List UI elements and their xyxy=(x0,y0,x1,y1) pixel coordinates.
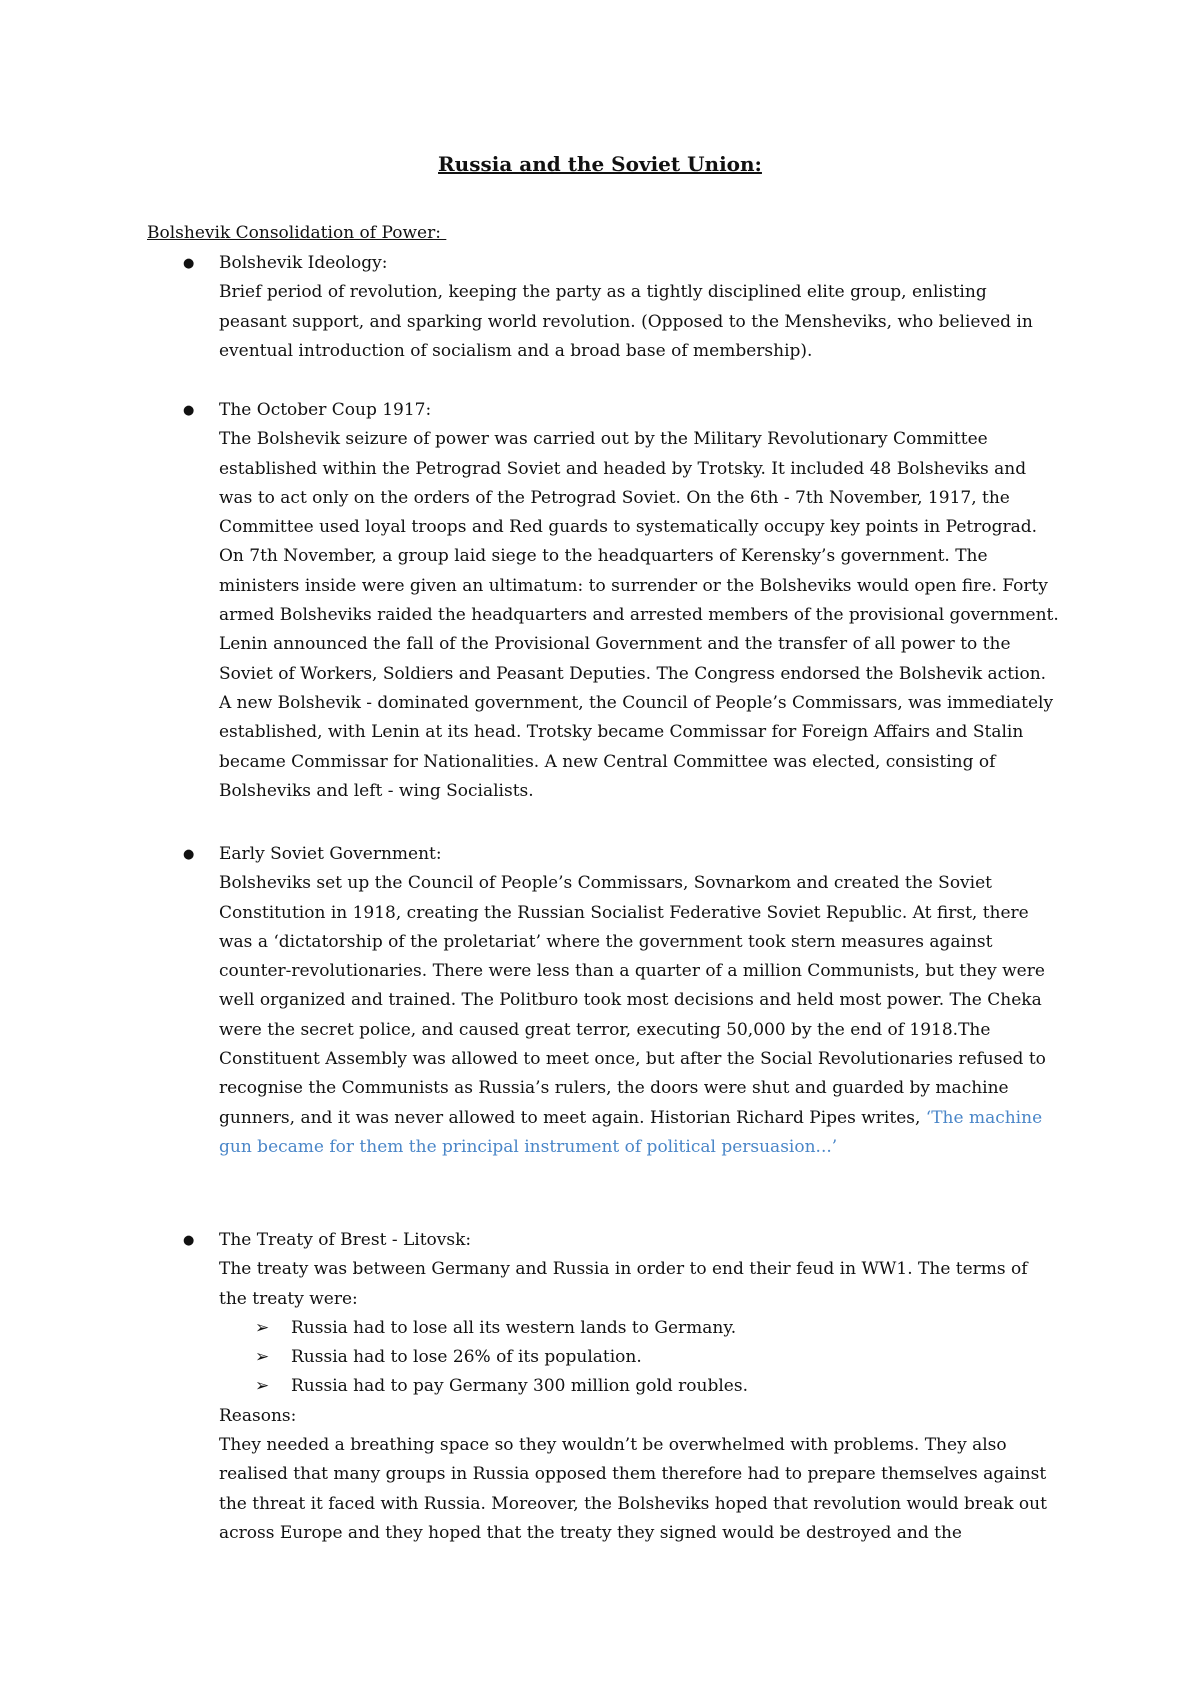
page-title: Russia and the Soviet Union: xyxy=(438,152,762,176)
bullet-icon: ● xyxy=(183,403,195,418)
section-title: Bolshevik Consolidation of Power: xyxy=(147,223,447,243)
item-text-body: Bolsheviks set up the Council of People’s Commissars, Sovnarkom and created the Soviet Constitution in 1918, creating the Russian Socialist Federative Soviet Republic. At first, there was a ‘dictatorship of the proletariat’ where the government took stern measures against counter-revolutionaries. There were less than a quarter of a million Communists, but they were well organized and trained. The Politburo took most decisions and held most power. The Cheka were the secret police, and caused great terror, executing 50,000 by the end of 1918.The Constituent Assembly was allowed to meet once, but after the Social Revolutionaries refused to recognise the Communists as Russia’s rulers, the doors were shut and guarded by machine gunners, and it was never allowed to meet again. Historian Richard Pipes writes, xyxy=(219,873,1046,1128)
treaty-term-text: Russia had to lose all its western lands to Germany. xyxy=(291,1317,737,1338)
treaty-term-text: Russia had to lose 26% of its population. xyxy=(291,1347,642,1368)
item-heading: The Treaty of Brest - Litovsk: xyxy=(219,1230,472,1250)
bullet-icon: ● xyxy=(183,256,195,271)
item-text: The Bolshevik seizure of power was carried out by the Military Revolutionary Committee established within the Petrograd Soviet and headed by Trotsky. It included 48 Bolsheviks and was to act only on the orders of the Petrograd Soviet. On the 6th - 7th November, 1917, the Committee used loyal troops and Red guards to systematically occupy key points in Petrograd. On 7th November, a group laid siege to the headquarters of Kerensky’s government. The ministers inside were given an ultimatum: to surrender or the Bolsheviks would open fire. Forty armed Bolsheviks raided the headquarters and arrested members of the provisional government. Lenin announced the fall of the Provisional Government and the transfer of all power to the Soviet of Workers, Soldiers and Peasant Deputies. The Congress endorsed the Bolshevik action. A new Bolshevik - dominated government, the Council of People’s Commissars, was immediately established, with Lenin at its head. Trotsky became Commissar for Foreign Affairs and Stalin became Commissar for Nationalities. A new Central Committee was elected, consisting of Bolsheviks and left - wing Socialists. xyxy=(219,429,1059,801)
item-text xyxy=(219,869,1059,1162)
treaty-term xyxy=(219,1372,1059,1401)
treaty-term xyxy=(219,1343,1059,1372)
arrow-bullet-icon: ➢ xyxy=(255,1317,270,1338)
item-heading: The October Coup 1917: xyxy=(219,400,432,420)
item-text: The treaty was between Germany and Russia in order to end their feud in WW1. The terms of the treaty were: xyxy=(219,1259,1028,1309)
item-text: Brief period of revolution, keeping the party as a tightly disciplined elite group, enlisting peasant support, and sparking world revolution. (Opposed to the Mensheviks, who believed in eventual introduction of socialism and a broad base of membership). xyxy=(219,282,1033,361)
list-item-content xyxy=(219,840,1059,1162)
item-heading: Bolshevik Ideology: xyxy=(219,253,388,273)
list-item-content xyxy=(219,1226,1059,1548)
list-item-content xyxy=(219,249,1059,366)
bullet-icon: ● xyxy=(183,1233,195,1248)
arrow-bullet-icon: ➢ xyxy=(255,1376,270,1397)
item-heading: Early Soviet Government: xyxy=(219,844,442,864)
list-item-content xyxy=(219,396,1059,806)
reasons-text: They needed a breathing space so they wouldn’t be overwhelmed with problems. They also realised that many groups in Russia opposed them therefore had to prepare themselves against the threat it faced with Russia. Moreover, the Bolsheviks hoped that revolution would break out across Europe and they hoped that the treaty they signed would be destroyed and the xyxy=(219,1435,1047,1543)
treaty-terms-list xyxy=(219,1314,1059,1402)
reasons-label: Reasons: xyxy=(219,1405,297,1426)
treaty-term xyxy=(219,1314,1059,1343)
treaty-term-text: Russia had to pay Germany 300 million gold roubles. xyxy=(291,1376,748,1397)
bullet-icon: ● xyxy=(183,847,195,862)
historian-quote: ‘The machine gun became for them the principal instrument of political persuasion...’ xyxy=(219,1107,1043,1157)
arrow-bullet-icon: ➢ xyxy=(255,1347,270,1368)
